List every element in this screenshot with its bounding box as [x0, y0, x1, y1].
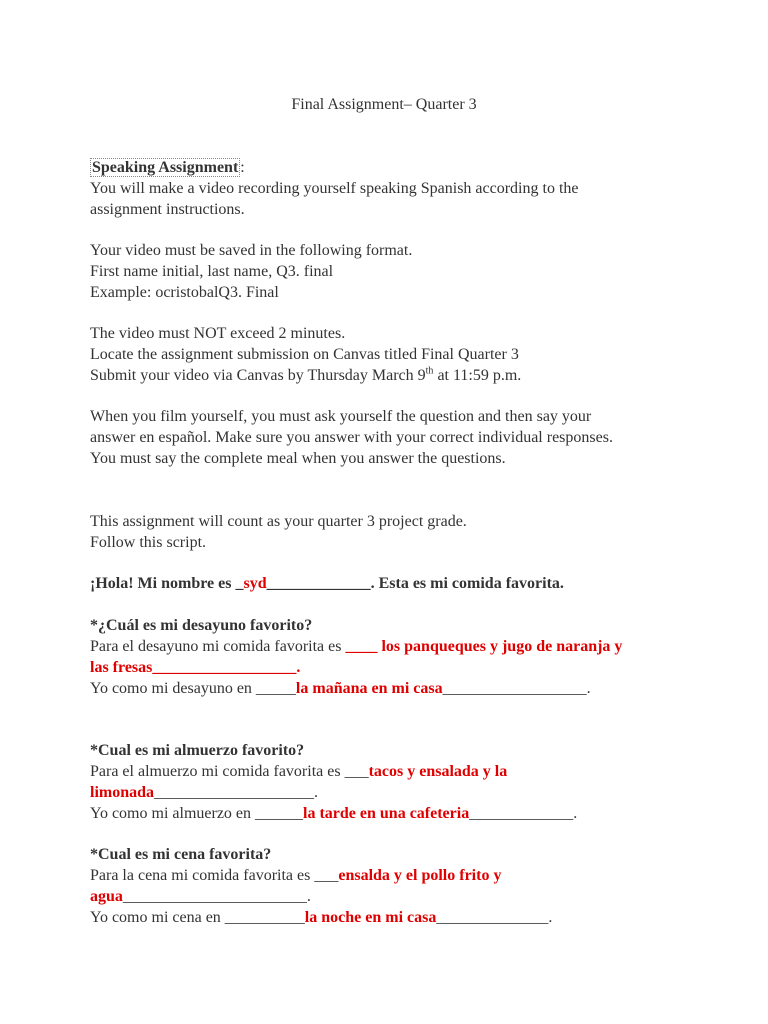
dinner-line-2 [90, 886, 700, 907]
breakfast-section [90, 615, 700, 699]
dinner-where-prompt: Yo como mi cena en __________ [90, 909, 305, 926]
breakfast-line-3 [90, 678, 700, 699]
dinner-answer-1: ensalda y el pollo frito y [338, 867, 502, 884]
speaking-heading: Speaking Assignment [92, 159, 239, 176]
submission-line-2: Locate the assignment submission on Canvas titled Final Quarter 3 [90, 346, 519, 363]
dinner-question: *Cual es mi cena favorita? [90, 846, 272, 863]
breakfast-where-blank: __________________. [442, 680, 591, 697]
submission-section [90, 323, 700, 386]
breakfast-line-1 [90, 636, 700, 657]
grade-line-1: This assignment will count as your quarter 3 project grade. [90, 513, 467, 530]
speaking-heading-line [90, 157, 700, 178]
intro-text-a: ¡Hola! Mi nombre es _ [90, 575, 244, 592]
format-line-1: Your video must be saved in the following format. [90, 242, 413, 259]
format-line-2: First name initial, last name, Q3. final [90, 263, 334, 280]
breakfast-where-answer: la mañana en mi casa [295, 680, 443, 697]
breakfast-answer-blank: __________________. [152, 659, 301, 676]
intro-name-answer: syd [243, 575, 267, 592]
submission-date-sup: th [425, 365, 434, 377]
lunch-question: *Cual es mi almuerzo favorito? [90, 742, 305, 759]
document-title: Final Assignment– Quarter 3 [291, 96, 477, 113]
breakfast-question: *¿Cuál es mi desayuno favorito? [90, 617, 313, 634]
speaking-section [90, 157, 700, 220]
lunch-prompt: Para el almuerzo mi comida favorita es ___ [90, 763, 369, 780]
filming-line-2: answer en español. Make sure you answer with your correct individual responses. [90, 429, 613, 446]
lunch-answer-1: tacos y ensalada y la [368, 763, 508, 780]
lunch-section [90, 740, 700, 824]
filming-line-1: When you film yourself, you must ask yourself the question and then say your [90, 408, 592, 425]
lunch-line-1 [90, 761, 700, 782]
lunch-where-answer: la tarde en una cafeteria [303, 805, 470, 822]
dinner-prompt: Para la cena mi comida favorita es ___ [90, 867, 339, 884]
breakfast-blank: ____ [345, 638, 378, 655]
grade-section [90, 511, 700, 553]
lunch-where-prompt: Yo como mi almuerzo en ______ [90, 805, 304, 822]
submission-date-text: Submit your video via Canvas by Thursday March 9 [90, 367, 426, 384]
lunch-answer-2: limonada [90, 784, 155, 801]
submission-line-3 [90, 365, 700, 386]
lunch-line-2 [90, 782, 700, 803]
breakfast-answer-1: los panqueques y jugo de naranja y [377, 638, 623, 655]
speaking-line-1: You will make a video recording yourself speaking Spanish according to the [90, 180, 579, 197]
breakfast-prompt: Para el desayuno mi comida favorita es [90, 638, 346, 655]
dinner-answer-2: agua [90, 888, 123, 905]
dinner-where-answer: la noche en mi casa [304, 909, 437, 926]
submission-line-1: The video must NOT exceed 2 minutes. [90, 325, 346, 342]
format-section [90, 240, 700, 303]
breakfast-line-2 [90, 657, 700, 678]
intro-line [90, 573, 700, 594]
dinner-where-blank: ______________. [436, 909, 553, 926]
speaking-heading-colon: : [240, 159, 245, 176]
grade-line-2: Follow this script. [90, 534, 207, 551]
dinner-section [90, 844, 700, 928]
lunch-where-blank: _____________. [469, 805, 578, 822]
lunch-answer-blank: ____________________. [154, 784, 319, 801]
lunch-line-3 [90, 803, 700, 824]
filming-section [90, 406, 700, 469]
breakfast-answer-2: las fresas [90, 659, 153, 676]
dinner-line-3 [90, 907, 700, 928]
dinner-answer-blank: _______________________. [122, 888, 311, 905]
filming-line-3: You must say the complete meal when you answer the questions. [90, 450, 506, 467]
format-line-3: Example: ocristobalQ3. Final [90, 284, 279, 301]
submission-time-text: at 11:59 p.m. [433, 367, 522, 384]
breakfast-where-prompt: Yo como mi desayuno en _____ [90, 680, 296, 697]
intro-text-b: _____________. Esta es mi comida favorita. [266, 575, 564, 592]
dinner-line-1 [90, 865, 700, 886]
speaking-line-2: assignment instructions. [90, 201, 245, 218]
